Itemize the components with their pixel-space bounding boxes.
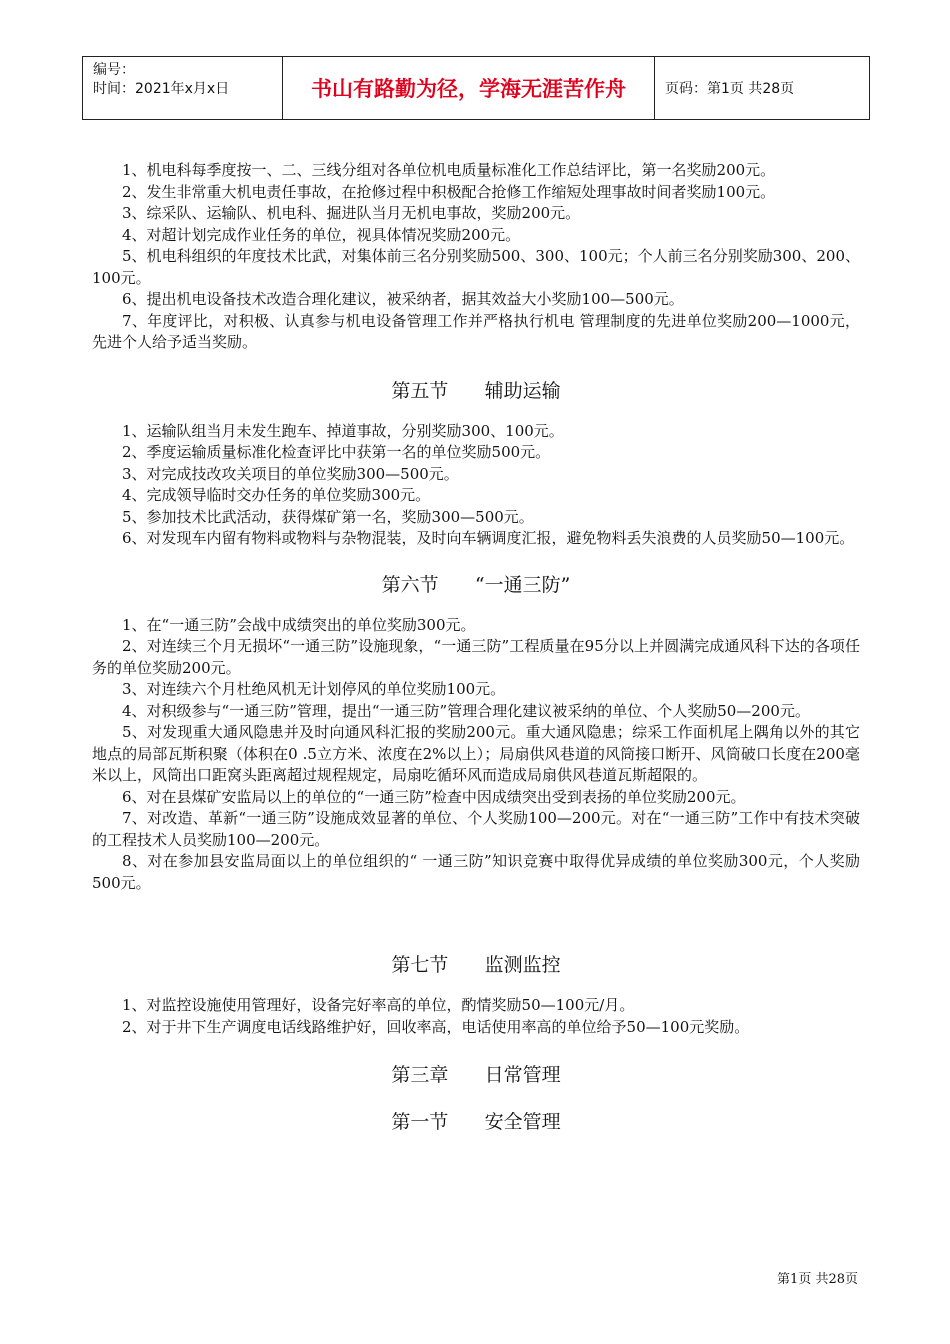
list-item: 2、对连续三个月无损坏“一通三防”设施现象，“一通三防”工程质量在95分以上并圆满完成通风科下达的各项任务的单位奖励200元。: [92, 637, 860, 677]
list-item: 5、机电科组织的年度技术比武，对集体前三名分别奖励500、300、100元；个人前三名分别奖励300、200、100元。: [92, 247, 860, 287]
list-item: 2、对于井下生产调度电话线路维护好，回收率高，电话使用率高的单位给予50—100元奖励。: [122, 1017, 750, 1036]
section-5-items: [92, 421, 860, 550]
list-item: 7、对改造、革新“一通三防”设施成效显著的单位、个人奖励100—200元。对在“一通三防”工作中有技术突破的工程技术人员奖励100—200元。: [92, 809, 860, 849]
section-6-heading: 第六节 “一通三防”: [381, 573, 571, 596]
list-item: 6、对在县煤矿安监局以上的单位的“一通三防”检查中因成绩突出受到表扬的单位奖励200元。: [122, 787, 746, 806]
header-page-info: 页码：第1页 共28页: [665, 81, 795, 97]
list-item: 6、对发现车内留有物料或物料与杂物混装，及时向车辆调度汇报，避免物料丢失浪费的人员奖励50—100元。: [122, 529, 855, 547]
document-date: 时间：2021年x月x日: [93, 81, 230, 97]
list-item: 5、对发现重大通风隐患并及时向通风科汇报的奖励200元。重大通风隐患；综采工作面机尾上隅角以外的其它地点的局部瓦斯积聚（体积在0 .5立方米、浓度在2%以上）；局扇供风巷道的风筒接口断开、风筒破口长度在200毫米以上，风筒出口距窝头距离超过规程规定，局扇吃循环风而造成局扇供风巷道瓦斯超限的。: [92, 723, 860, 784]
page-footer: 第1页 共28页: [777, 1272, 858, 1287]
list-item: 1、对监控设施使用管理好，设备完好率高的单位，酌情奖励50—100元/月。: [122, 996, 635, 1014]
section-4-items: [92, 160, 860, 354]
section-6-items: [92, 615, 860, 895]
list-item: 3、对完成技改攻关项目的单位奖励300—500元。: [122, 464, 459, 483]
section-7-items: [92, 995, 860, 1038]
section-5-heading: 第五节 辅助运输: [391, 379, 561, 402]
header-motto: 书山有路勤为径，学海无涯苦作舟: [283, 57, 655, 119]
list-item: 1、运输队组当月未发生跑车、掉道事故，分别奖励300、100元。: [122, 421, 564, 440]
chapter-3-heading: 第三章 日常管理: [391, 1064, 561, 1086]
list-item: 7、年度评比，对积极、认真参与机电设备管理工作并严格执行机电 管理制度的先进单位奖励200—1000元，先进个人给予适当奖励。: [92, 311, 860, 351]
list-item: 6、提出机电设备技术改造合理化建议，被采纳者，据其效益大小奖励100—500元。: [122, 290, 684, 308]
list-item: 3、对连续六个月杜绝风机无计划停风的单位奖励100元。: [122, 680, 506, 698]
document-body: [92, 160, 860, 1134]
chapter-3-section-1-heading: 第一节 安全管理: [391, 1111, 561, 1133]
list-item: 1、在“一通三防”会战中成绩突出的单位奖励300元。: [122, 615, 476, 634]
list-item: 5、参加技术比武活动，获得煤矿第一名，奖励300—500元。: [122, 507, 534, 526]
list-item: 8、对在参加县安监局面以上的单位组织的“ 一通三防”知识竞赛中取得优异成绩的单位奖励300元，个人奖励500元。: [92, 852, 860, 892]
list-item: 2、发生非常重大机电责任事故，在抢修过程中积极配合抢修工作缩短处理事故时间者奖励100元。: [122, 182, 776, 201]
list-item: 2、季度运输质量标准化检查评比中获第一名的单位奖励500元。: [122, 443, 551, 461]
header-meta: [83, 57, 283, 119]
page-header: [82, 56, 870, 120]
list-item: 4、对超计划完成作业任务的单位，视具体情况奖励200元。: [122, 225, 521, 244]
list-item: 4、对积级参与“一通三防”管理，提出“一通三防”管理合理化建议被采纳的单位、个人奖励50—200元。: [122, 701, 810, 720]
document-number-label: 编号：: [93, 62, 135, 78]
list-item: 1、机电科每季度按一、二、三线分组对各单位机电质量标准化工作总结评比，第一名奖励200元。: [122, 161, 776, 179]
section-7-heading: 第七节 监测监控: [391, 954, 561, 976]
list-item: 3、综采队、运输队、机电科、掘进队当月无机电事故，奖励200元。: [122, 204, 581, 222]
list-item: 4、完成领导临时交办任务的单位奖励300元。: [122, 486, 431, 504]
